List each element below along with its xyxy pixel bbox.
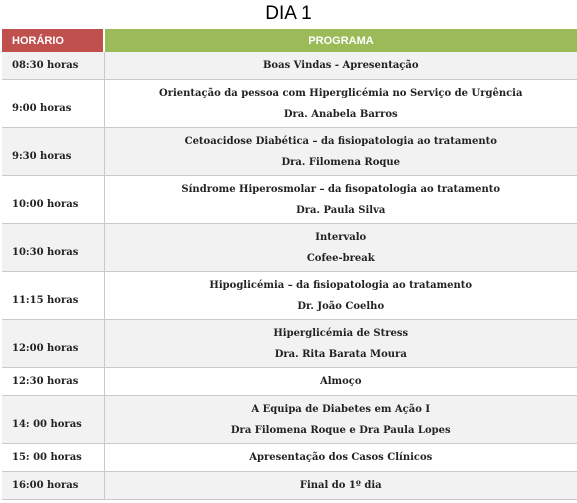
program-title: Hipoglicémia – da fisiopatologia ao tratamento (209, 279, 473, 291)
table-row (2, 176, 577, 224)
header-time: HORÁRIO (2, 29, 104, 52)
table-row (2, 272, 577, 320)
row-program (104, 128, 577, 176)
row-program (104, 272, 577, 320)
program-speaker: Dra. Paula Silva (296, 204, 386, 216)
program-title: Orientação da pessoa com Hiperglicémia no Serviço de Urgência (159, 87, 523, 99)
row-time: 11:15 horas (2, 272, 104, 320)
table-row (2, 128, 577, 176)
program-title: A Equipa de Diabetes em Ação I (251, 403, 431, 415)
row-time: 10:00 horas (2, 176, 104, 224)
row-time: 15: 00 horas (2, 444, 104, 472)
program-title: Apresentação dos Casos Clínicos (249, 452, 433, 463)
program-title: Almoço (319, 376, 362, 387)
program-title: Intervalo (315, 231, 367, 243)
row-program (104, 80, 577, 128)
table-row (2, 80, 577, 128)
row-program (104, 224, 577, 272)
row-program (104, 176, 577, 224)
row-time: 10:30 horas (2, 224, 104, 272)
program-speaker: Dra. Rita Barata Moura (274, 348, 407, 360)
day-title: DIA 1 (265, 3, 312, 24)
row-program (104, 52, 577, 80)
row-program (104, 320, 577, 368)
program-title: Síndrome Hiperosmolar – da fisopatologia ao tratamento (181, 183, 501, 195)
program-speaker: Dra Filomena Roque e Dra Paula Lopes (230, 424, 451, 436)
row-program (104, 472, 577, 500)
row-time: 12:30 horas (2, 368, 104, 396)
row-time: 16:00 horas (2, 472, 104, 500)
row-time: 12:00 horas (2, 320, 104, 368)
program-speaker: Cofee-break (306, 252, 375, 264)
program-title: Boas Vindas - Apresentação (262, 60, 419, 71)
table-row (2, 320, 577, 368)
table-row (2, 396, 577, 444)
row-time: 9:00 horas (2, 80, 104, 128)
row-program (104, 368, 577, 396)
row-program (104, 396, 577, 444)
table-header-row (2, 29, 577, 52)
program-title: Hiperglicémia de Stress (273, 327, 409, 339)
row-time: 9:30 horas (2, 128, 104, 176)
row-time: 08:30 horas (2, 52, 104, 80)
table-row (2, 52, 577, 80)
program-speaker: Dra. Anabela Barros (283, 108, 398, 120)
table-row (2, 224, 577, 272)
table-row (2, 472, 577, 500)
table-row (2, 368, 577, 396)
schedule-table (2, 29, 577, 500)
table-row (2, 444, 577, 472)
header-program: PROGRAMA (104, 29, 577, 52)
program-title: Cetoacidose Diabética – da fisiopatologia ao tratamento (184, 135, 497, 147)
row-time: 14: 00 horas (2, 396, 104, 444)
program-title: Final do 1º dia (299, 480, 382, 491)
program-speaker: Dra. Filomena Roque (281, 156, 401, 168)
row-program (104, 444, 577, 472)
program-speaker: Dr. João Coelho (297, 300, 385, 312)
